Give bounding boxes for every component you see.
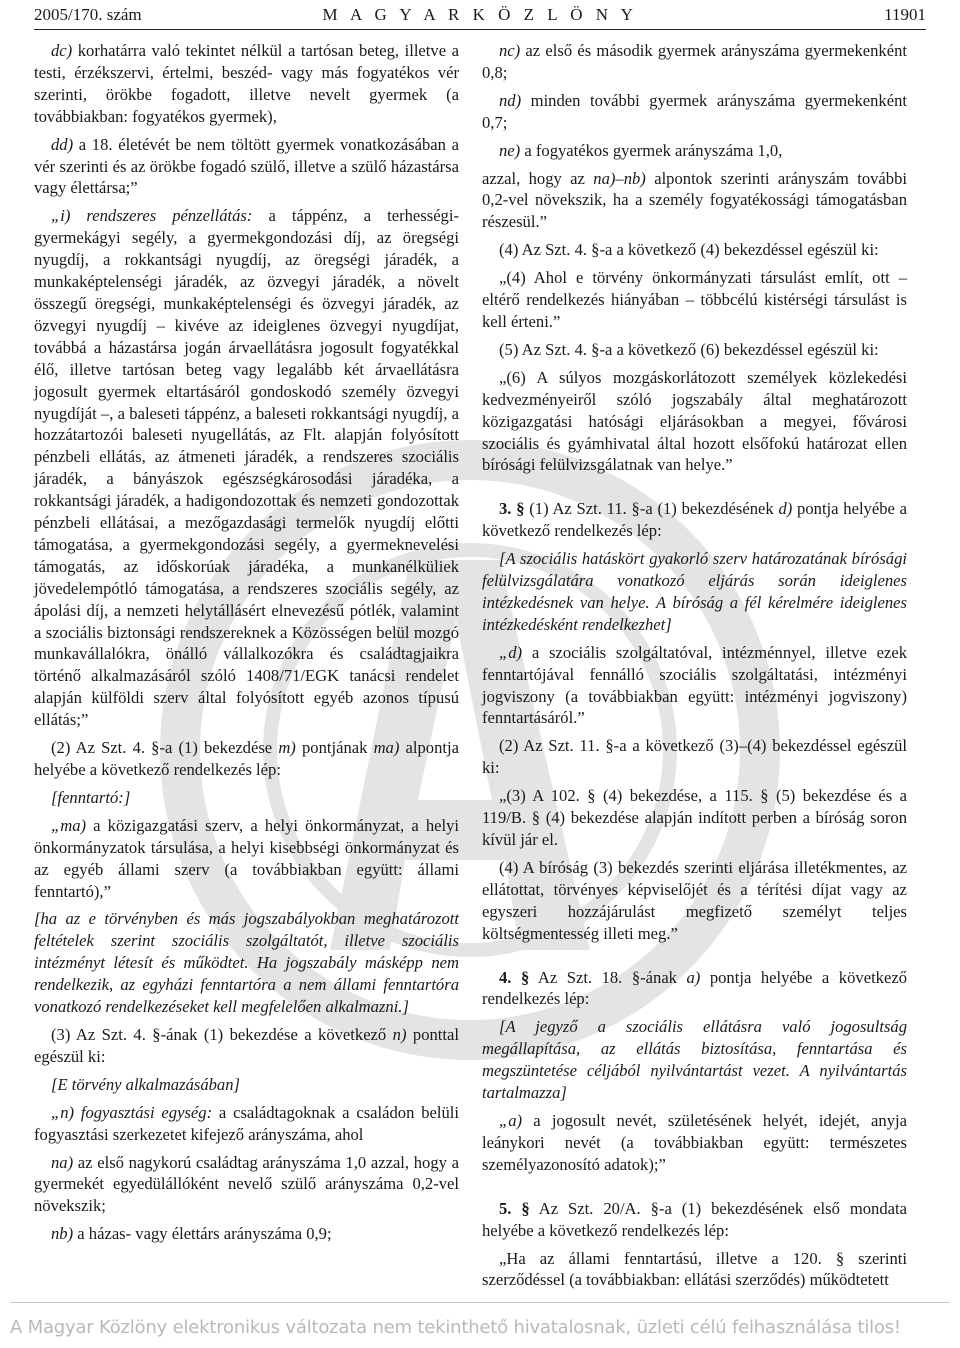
paragraph-4: (4) Az Szt. 4. §-a a következő (4) bekezdéssel egészül ki: xyxy=(499,240,879,260)
paragraph-11-3: „(3) A 102. § (4) bekezdése, a 115. § (5) bekezdése és a 119/B. § (4) bekezdése alapján indított perben a bíróság soron kívül jár el. xyxy=(482,786,907,849)
paragraph-nb: nb) a házas- vagy élettárs arányszáma 0,9; xyxy=(51,1224,332,1244)
left-column xyxy=(34,40,459,1251)
paragraph-6-text: „(6) A súlyos mozgáskorlátozott személyek közlekedési kedvezményeiről szóló jogszabály által meghatározott közigazgatási hatósági eljárásokban a megyei, fővárosi szociális és gyámhivatal által hozott elsőfokú határozat ellen bírósági felülvizsgálatnak van helye.” xyxy=(482,367,907,475)
italic-bracket: [E törvény alkalmazásában] xyxy=(51,1074,240,1094)
paragraph-nc: nc) az első és második gyermek arányszáma gyermekenként 0,8; xyxy=(482,41,907,82)
paragraph-dc: dc) korhatárra való tekintet nélkül a tartósan beteg, illetve a testi, érzékszervi, értelmi, beszéd- vagy más fogyatékos vér szerinti, örökbe fogadott, illetve nevelt gyermek (a továbbiakban: fogyatékos gyermek), xyxy=(34,41,459,126)
page-number: 11901 xyxy=(884,5,926,24)
paragraph-dd: dd) a 18. életévét be nem töltött gyermek vonatkozásában a vér szerinti és az örökbe fogadó szülő, illetve a szülő házastársa vagy élettársa;” xyxy=(34,134,459,198)
paragraph-ne-continuation: azzal, hogy az na)–nb) alpontok szerinti arányszám további 0,2-vel növekszik, ha a személy fogyatékossági támogatásban részesül.” xyxy=(482,168,907,232)
italic-bracket: [A jegyző a szociális ellátásra való jogosultság megállapítása, az ellátás biztosítása, fenntartása és megszüntetése céljából nyilvántartást vezet. A nyilvántartás tartalmazza] xyxy=(482,1017,907,1103)
paragraph-n: „n) fogyasztási egység: a családtagoknak a családon belüli fogyasztási szerkezetet kifejező arányszáma, ahol xyxy=(34,1102,460,1144)
paragraph-ne: ne) a fogyatékos gyermek arányszáma 1,0, xyxy=(499,140,783,160)
paragraph-5: (5) Az Szt. 4. §-a a következő (6) bekezdéssel egészül ki: xyxy=(499,339,879,359)
paragraph-i: „i) rendszeres pénzellátás: a táppénz, a terhességi-gyermekágyi segély, a gyermekgondozási díj, az öregségi nyugdíj, a rokkantsági nyugdíj, az öregségi járadék, a munkaképtelenségi járadék, az özvegyi járadék, a növelt összegű öregségi, munkaképtelenségi és özvegyi járadék, az özvegyi nyugdíj – kivéve az ideiglenes özvegyi nyugdíjat, továbbá a házastársa jogán árvaellátásra jogosult fogyatékkal élő, illetve tartósan beteg vagy legalább két árvaellátásra jogosult gyermek eltartásáról gondoskodó személy özvegyi nyugdíját –, a baleseti táppénz, a baleseti rokkantsági nyugdíj, a hozzátartozói baleseti nyugellátás, az Flt. alapján folyósított pénzbeli ellátás, az átmeneti járadék, a rendszeres szociális járadék, a bányászok egészségkárosodási járadéka, a rokkantsági járadék, a hadigondozottak és nemzeti gondozottak pénzbeli ellátásai, a mezőgazdasági termelők nyugdíj előtti támogatása, a gyermekgondozási segély, a gyermeknevelési támogatás, az időskorúak járadéka, a munkanélküliek jövedelempótló támogatása, a rendszeres szociális segély, az ápolási díj, a nemzeti helytállásért elnevezésű pótlék, valamint a szociális biztonsági rendszereknek a Közösségen belül mozgó munkavállalókra, önálló vállalkozókra és családtagjaikra történő alkalmazásáról szóló 1408/71/EGK tanácsi rendelet alapján külföldi szerv által folyósított egyéb azonos típusú ellátás;” xyxy=(34,206,459,730)
paragraph-3: (3) Az Szt. 4. §-ának (1) bekezdése a következő n) ponttal egészül ki: xyxy=(34,1024,459,1066)
paragraph-11-2: (2) Az Szt. 11. §-a a következő (3)–(4) bekezdéssel egészül ki: xyxy=(482,736,907,778)
footer-divider xyxy=(10,1302,950,1303)
section-3: 3. § (1) Az Szt. 11. §-a (1) bekezdésének d) pontja helyébe a következő rendelkezés lép: xyxy=(482,499,907,541)
paragraph-20a: „Ha az állami fenntartású, illetve a 120. § szerinti szerződéssel (a továbbiakban: ellátási szerződés) működtetett xyxy=(482,1248,907,1290)
right-column xyxy=(482,40,907,1297)
italic-bracket: [A szociális hatáskört gyakorló szerv határozatának bírósági felülvizsgálatára vonatkozó eljárás során ideiglenes intézkedésnek van helye. A bíróság a fél kérelmére ideiglenes intézkedésként rendelkezhet] xyxy=(482,549,907,634)
page-header xyxy=(34,3,926,30)
paragraph-na: na) az első nagykorú családtag arányszáma 1,0 azzal, hogy a gyermekét egyedülállóként nevelő szülő arányszáma 0,2-vel növekszik; xyxy=(34,1152,459,1216)
paragraph-ma: „ma) a közigazgatási szerv, a helyi önkormányzat, a helyi önkormányzatok társulása, a helyi kisebbségi önkormányzat és az egyéb állami szerv (a továbbiakban együtt: állami fenntartó),” xyxy=(34,815,459,901)
paragraph-11-4: (4) A bíróság (3) bekezdés szerinti eljárása illetékmentes, az ellátottat, törvényes képviselőjét és a térítési díjat vagy az egyszeri hozzájárulást megfizető személyt teljes költségmentesség illeti meg.” xyxy=(482,857,907,943)
italic-bracket: [ha az e törvényben és más jogszabályokban meghatározott feltételek szerint szociális szolgáltatót, illetve szociális intézményt létesít és működtet. Ha jogszabály másképp nem rendelkezik, az egyházi fenntartóra a nem állami fenntartóra vonatkozó rendelkezéseket kell megfelelően alkalmazni.] xyxy=(34,909,459,1017)
publication-title: M A G Y A R K Ö Z L Ö N Y xyxy=(322,5,638,24)
paragraph-a: „a) a jogosult nevét, születésének helyét, idejét, anyja leánykori nevét (a továbbiakban együtt: természetes személyazonosító adatok);” xyxy=(482,1110,907,1174)
section-5: 5. § Az Szt. 20/A. §-a (1) bekezdésének első mondata helyébe a következő rendelkezés lép: xyxy=(482,1198,907,1240)
paragraph-nd: nd) minden további gyermek arányszáma gyermekenként 0,7; xyxy=(482,90,907,132)
italic-bracket: [fenntartó:] xyxy=(51,787,131,807)
paragraph-4-text: „(4) Ahol e törvény önkormányzati társulást említ, ott – eltérő rendelkezés hiányában – többcélú kistérségi társulást is kell érteni.” xyxy=(482,268,907,331)
paragraph-2: (2) Az Szt. 4. §-a (1) bekezdése m) pontjának ma) alpontja helyébe a következő rendelkezés lép: xyxy=(34,738,459,779)
section-4: 4. § Az Szt. 18. §-ának a) pontja helyébe a következő rendelkezés lép: xyxy=(482,967,907,1009)
issue-number: 2005/170. szám xyxy=(34,5,142,24)
footer-disclaimer: A Magyar Közlöny elektronikus változata nem tekinthető hivatalosnak, üzleti célú felhasználása tilos! xyxy=(10,1317,901,1338)
paragraph-d: „d) a szociális szolgáltatóval, intézménnyel, illetve ezek fenntartójával fennálló szociális szolgáltatási, intézményi jogviszony (a továbbiakban együtt: intézményi jogviszony) fenntartásáról.” xyxy=(482,642,907,728)
